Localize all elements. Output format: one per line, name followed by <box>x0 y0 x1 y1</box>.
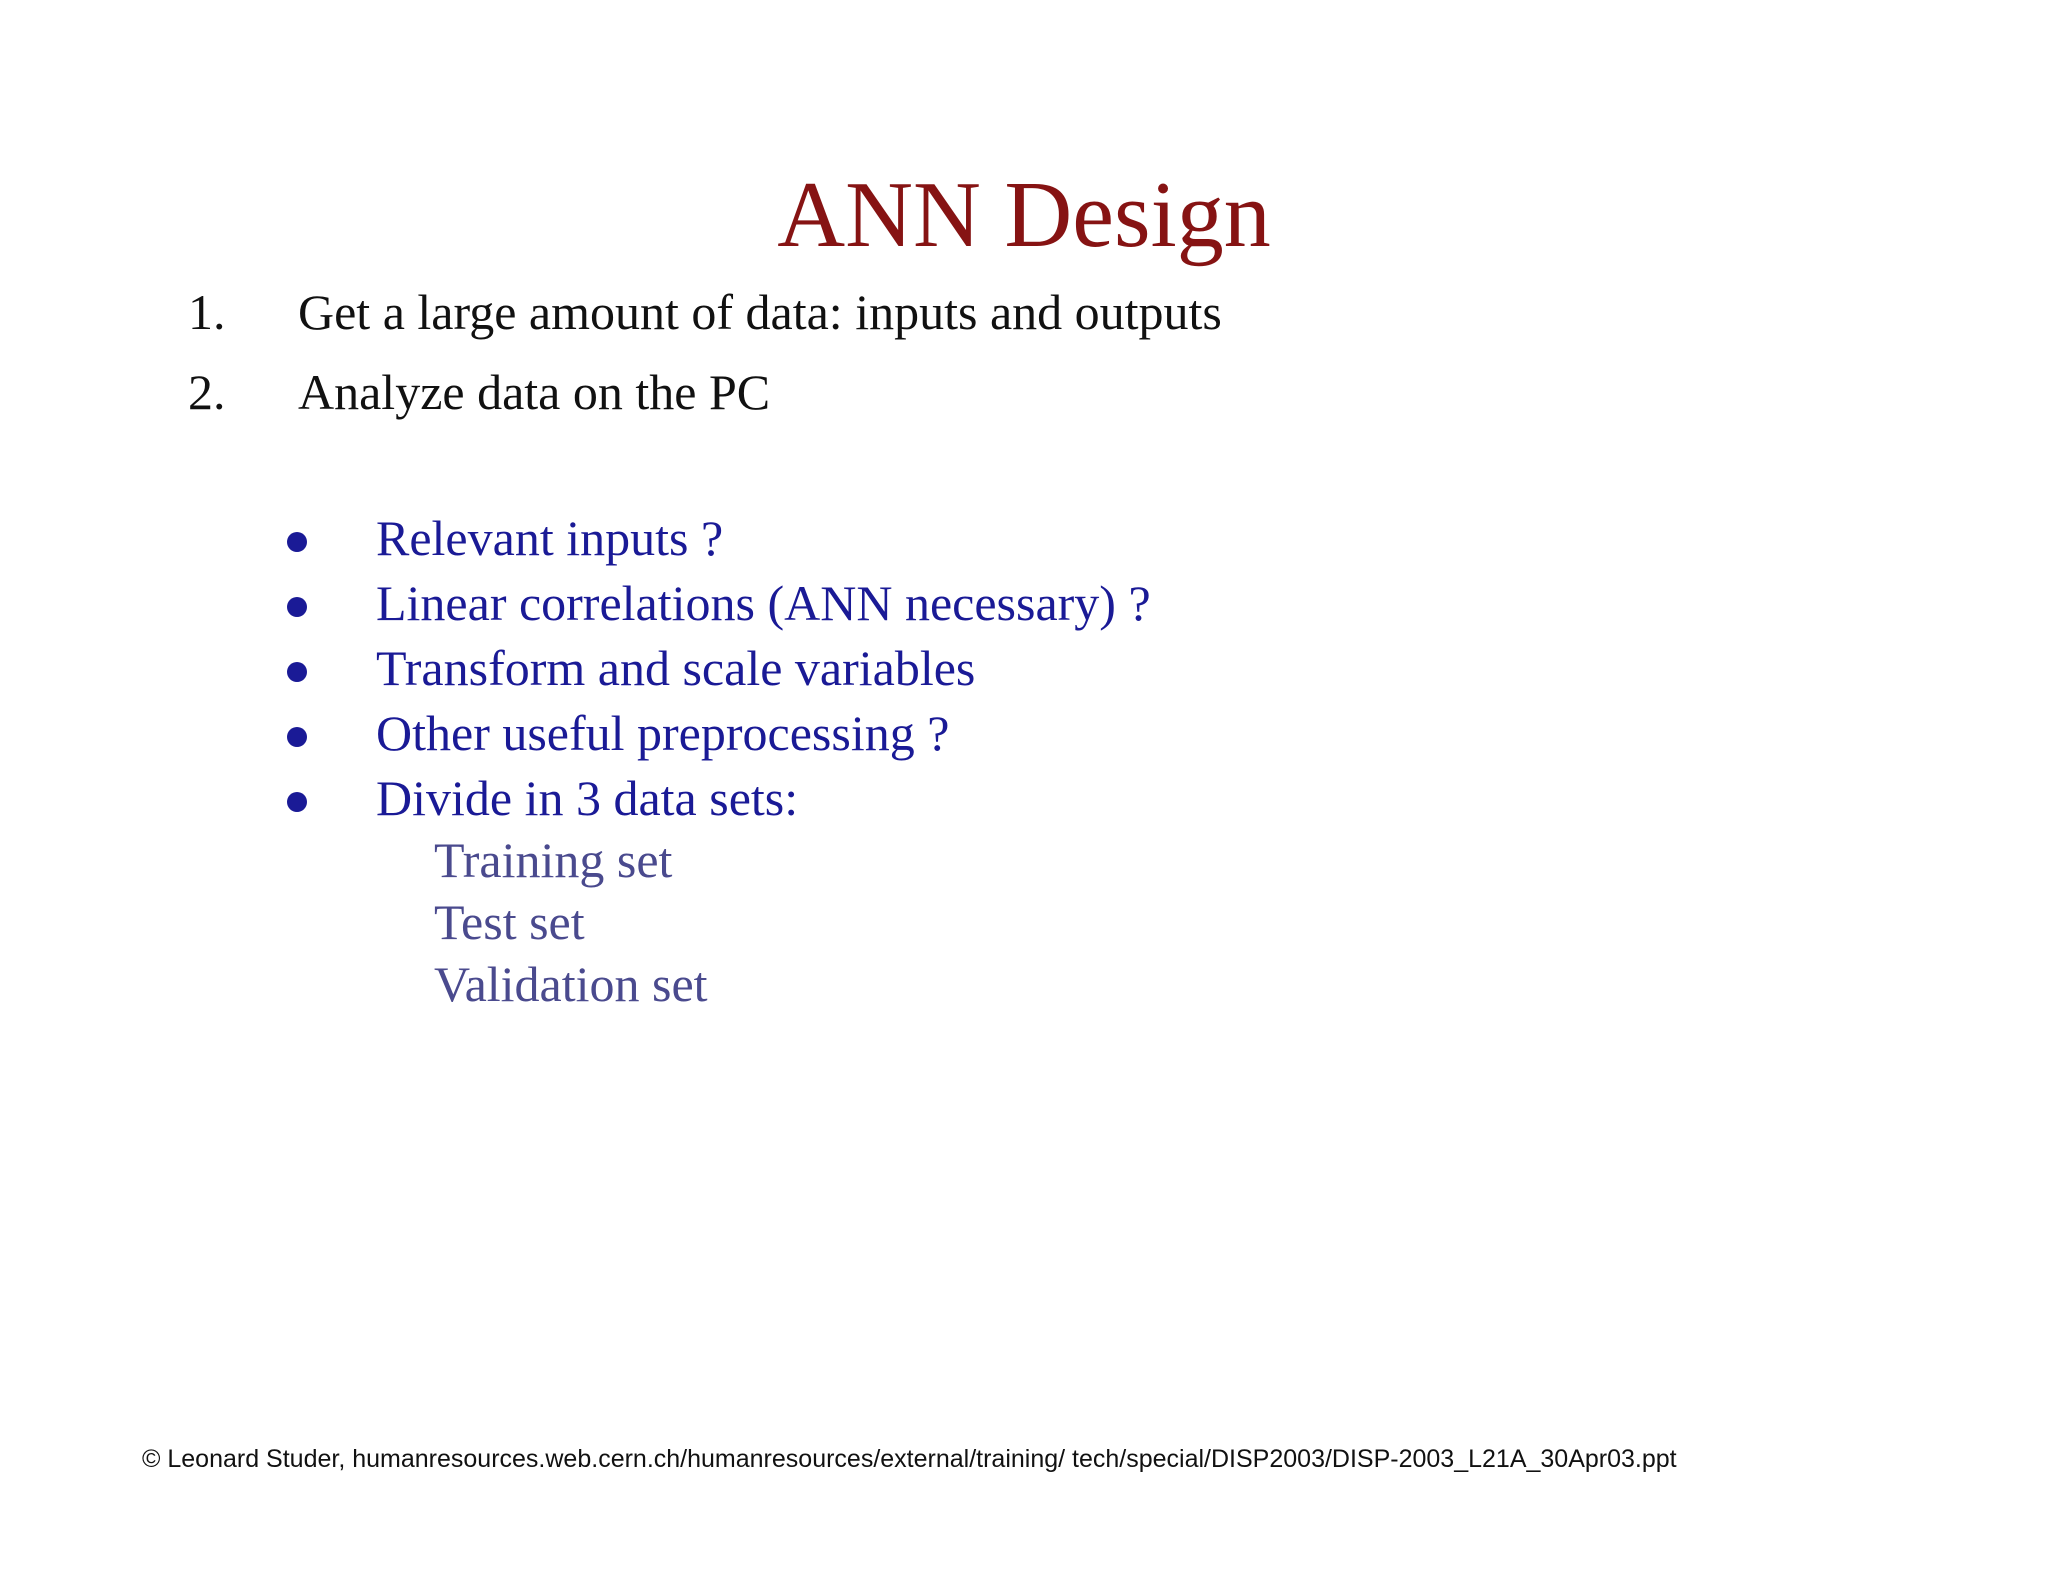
bullet-item-text: Linear correlations (ANN necessary) ? <box>376 575 1151 631</box>
numbered-item-text: Get a large amount of data: inputs and outputs <box>298 284 1222 340</box>
slide-title <box>0 160 2048 270</box>
bullet-dot-icon <box>287 532 307 552</box>
numbered-item-number: 1. <box>188 284 226 340</box>
bullet-item-text: Transform and scale variables <box>376 640 976 696</box>
numbered-item-text: Analyze data on the PC <box>298 364 771 420</box>
bullet-dot-icon <box>287 662 307 682</box>
sub-item: Training set <box>434 832 673 888</box>
numbered-item-number: 2. <box>188 364 226 420</box>
bullet-dot-icon <box>287 792 307 812</box>
bullet-dot-icon <box>287 727 307 747</box>
bullet-dot-icon <box>287 597 307 617</box>
sub-item: Test set <box>434 894 585 950</box>
bullet-item-text: Divide in 3 data sets: <box>376 770 799 826</box>
footer-credit: © Leonard Studer, humanresources.web.cern.ch/humanresources/external/training/ tech/special/DISP2003/DISP-2003_L21A_30Apr03.ppt <box>142 1445 1677 1473</box>
slide-title-text: ANN Design <box>777 163 1271 267</box>
bullet-item-text: Relevant inputs ? <box>376 510 724 566</box>
bullet-item-text: Other useful preprocessing ? <box>376 705 950 761</box>
sub-item: Validation set <box>434 956 708 1012</box>
